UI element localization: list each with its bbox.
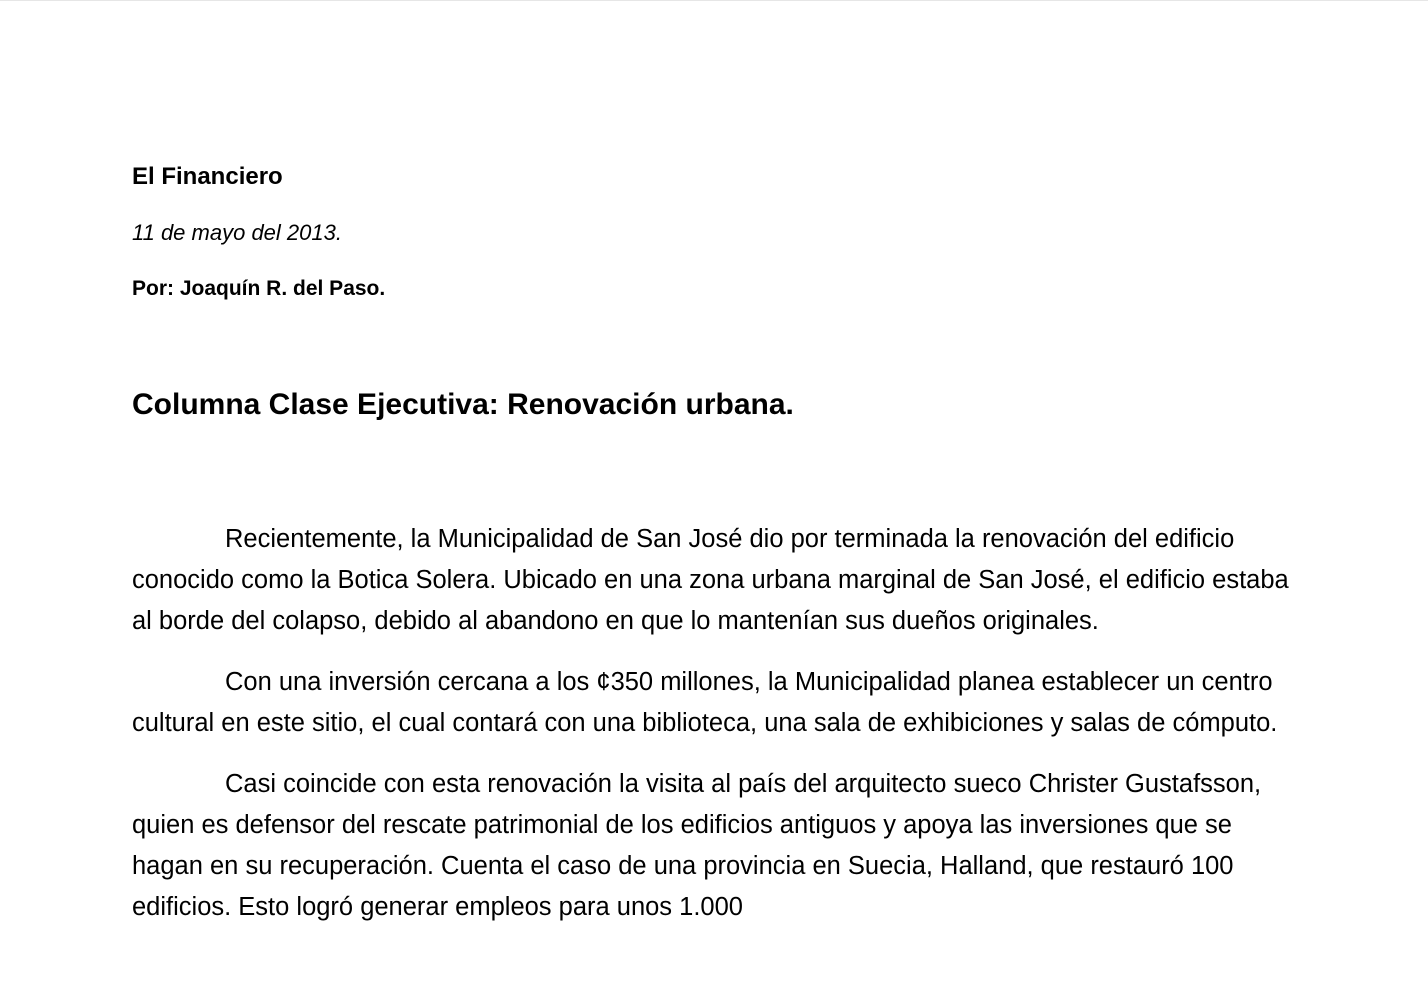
body-paragraph: Recientemente, la Municipalidad de San José dio por terminada la renovación del edificio conocido como la Botica Solera. Ubicado en una zona urbana marginal de San José, el edificio estaba al borde del colapso, debido al abandono en que lo mantenían sus dueños originales. [132, 525, 1289, 635]
article-title: Columna Clase Ejecutiva: Renovación urbana. [132, 388, 794, 421]
publication-name: El Financiero [132, 163, 283, 190]
publication-date: 11 de mayo del 2013. [132, 220, 342, 245]
article-body [132, 519, 1292, 948]
body-paragraph: Casi coincide con esta renovación la visita al país del arquitecto sueco Christer Gustafsson, quien es defensor del rescate patrimonial de los edificios antiguos y apoya las inversiones que se hagan en su recuperación. Cuenta el caso de una provincia en Suecia, Halland, que restauró 100 edificios. Esto logró generar empleos para unos 1.000 [132, 770, 1262, 921]
body-paragraph: Con una inversión cercana a los ¢350 millones, la Municipalidad planea establecer un centro cultural en este sitio, el cual contará con una biblioteca, una sala de exhibiciones y salas de cómputo. [132, 668, 1278, 737]
author-byline: Por: Joaquín R. del Paso. [132, 277, 386, 300]
